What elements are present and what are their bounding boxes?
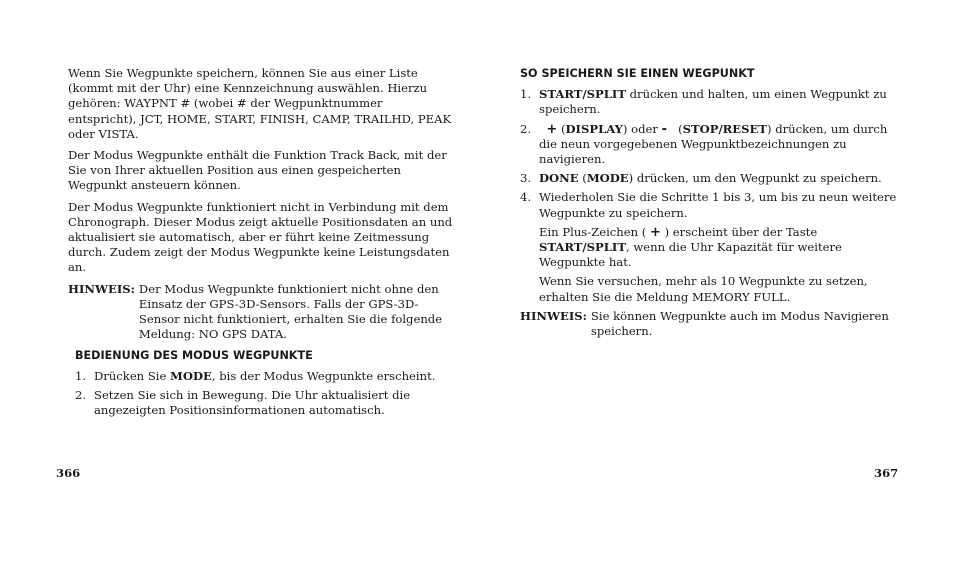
step-text: Setzen Sie sich in Bewegung. Die Uhr aktualisiert die angezeigten Positionsinformationen automatisch. bbox=[94, 387, 411, 418]
save-steps bbox=[520, 87, 900, 221]
chronograph-paragraph: Der Modus Wegpunkte funktioniert nicht in Verbindung mit dem Chronograph. Dieser Modus zeigt aktuelle Positionsdaten an und aktualisiert sie automatisch, aber er führt keine Zeitmessung durch. Zudem zeigt der Modus Wegpunkte keine Leistungsdaten an. bbox=[68, 199, 453, 275]
step-number: 1. bbox=[520, 87, 532, 102]
step-number: 2. bbox=[75, 387, 87, 402]
info-text-part: , wenn die Uhr Kapazität für weitere Wegpunkte hat. bbox=[539, 240, 842, 270]
note-navigate bbox=[520, 309, 900, 339]
track-back-paragraph: Der Modus Wegpunkte enthält die Funktion Track Back, mit der Sie von Ihrer aktuellen Position aus einen gespeicherten Wegpunkt ansteuern können. bbox=[68, 148, 447, 193]
step-text-part: ( bbox=[674, 121, 683, 136]
step-text-part: , bis der Modus Wegpunkte erscheint. bbox=[211, 368, 436, 383]
step-text-part: ( bbox=[557, 121, 566, 136]
info-text-part: Ein Plus-Zeichen ( bbox=[539, 224, 650, 239]
step-number: 4. bbox=[520, 190, 532, 205]
minus-icon: - bbox=[661, 121, 668, 137]
step-text-part: ) drücken, um den Wegpunkt zu speichern. bbox=[628, 171, 882, 186]
step-number: 2. bbox=[520, 121, 532, 136]
page-number-right: 367 bbox=[874, 466, 899, 480]
step-button-name: DISPLAY bbox=[565, 121, 623, 136]
step-text bbox=[539, 87, 900, 117]
list-item bbox=[75, 369, 454, 384]
step-number: 1. bbox=[75, 368, 87, 383]
list-item bbox=[520, 171, 900, 186]
page-number-left: 366 bbox=[56, 466, 81, 480]
info-text-part: ) erscheint über der Taste bbox=[660, 224, 818, 239]
section-heading-usage: BEDIENUNG DES MODUS WEGPUNKTE bbox=[75, 349, 313, 363]
list-item bbox=[520, 122, 900, 168]
step-text bbox=[539, 122, 900, 168]
step-text bbox=[94, 369, 454, 384]
left-page bbox=[68, 66, 454, 422]
note-text: Der Modus Wegpunkte funktioniert nicht ohne den Einsatz der GPS-3D-Sensors. Falls der GPS-3D-Sensor nicht funktioniert, erhalten Sie die folgende Meldung: NO GPS DATA. bbox=[138, 281, 443, 342]
intro-paragraph: Wenn Sie Wegpunkte speichern, können Sie aus einer Liste (kommt mit der Uhr) eine Kennzeichnung auswählen. Hierzu gehören: WAYPNT # (wobei # der Wegpunktnummer entspricht), JCT, HOME, START, FINISH, CAMP, TRAILHD, PEAK oder VISTA. bbox=[68, 66, 452, 141]
step-text-part: ) oder bbox=[622, 121, 662, 136]
step-button-name: START/SPLIT bbox=[539, 87, 626, 102]
right-page bbox=[520, 66, 900, 345]
step-text bbox=[539, 171, 900, 186]
plus-icon: + bbox=[546, 121, 558, 137]
step-text-part: Drücken Sie bbox=[94, 368, 171, 383]
note-text: Sie können Wegpunkte auch im Modus Navigieren speichern. bbox=[590, 308, 889, 339]
step-text-part: ( bbox=[578, 171, 587, 186]
usage-steps bbox=[68, 369, 454, 419]
step-button-name: MODE bbox=[586, 171, 629, 186]
list-item bbox=[75, 388, 454, 418]
step-button-name: MODE bbox=[170, 368, 212, 383]
note-label: HINWEIS: bbox=[520, 308, 587, 323]
plus-icon: + bbox=[649, 224, 661, 240]
list-item bbox=[520, 190, 900, 220]
section-heading-save: SO SPEICHERN SIE EINEN WEGPUNKT bbox=[520, 67, 755, 80]
step-text: Wiederholen Sie die Schritte 1 bis 3, um bis zu neun weitere Wegpunkte zu speichern. bbox=[539, 190, 897, 220]
memory-full-info: Wenn Sie versuchen, mehr als 10 Wegpunkte zu setzen, erhalten Sie die Meldung MEMORY FULL. bbox=[539, 274, 868, 304]
step-button-name: DONE bbox=[539, 171, 579, 186]
step-button-name: STOP/RESET bbox=[682, 121, 767, 136]
step-text-part: drücken und halten, um einen Wegpunkt zu speichern. bbox=[539, 87, 887, 117]
list-item bbox=[520, 87, 900, 117]
step-text-part: ) drücken, um durch die neun vorgegebenen Wegpunktbezeichnungen zu navigieren. bbox=[539, 121, 888, 167]
note-gps bbox=[68, 282, 454, 343]
note-label: HINWEIS: bbox=[68, 281, 135, 296]
info-button-name: START/SPLIT bbox=[539, 240, 626, 255]
plus-sign-info bbox=[539, 225, 900, 271]
step-number: 3. bbox=[520, 171, 532, 186]
